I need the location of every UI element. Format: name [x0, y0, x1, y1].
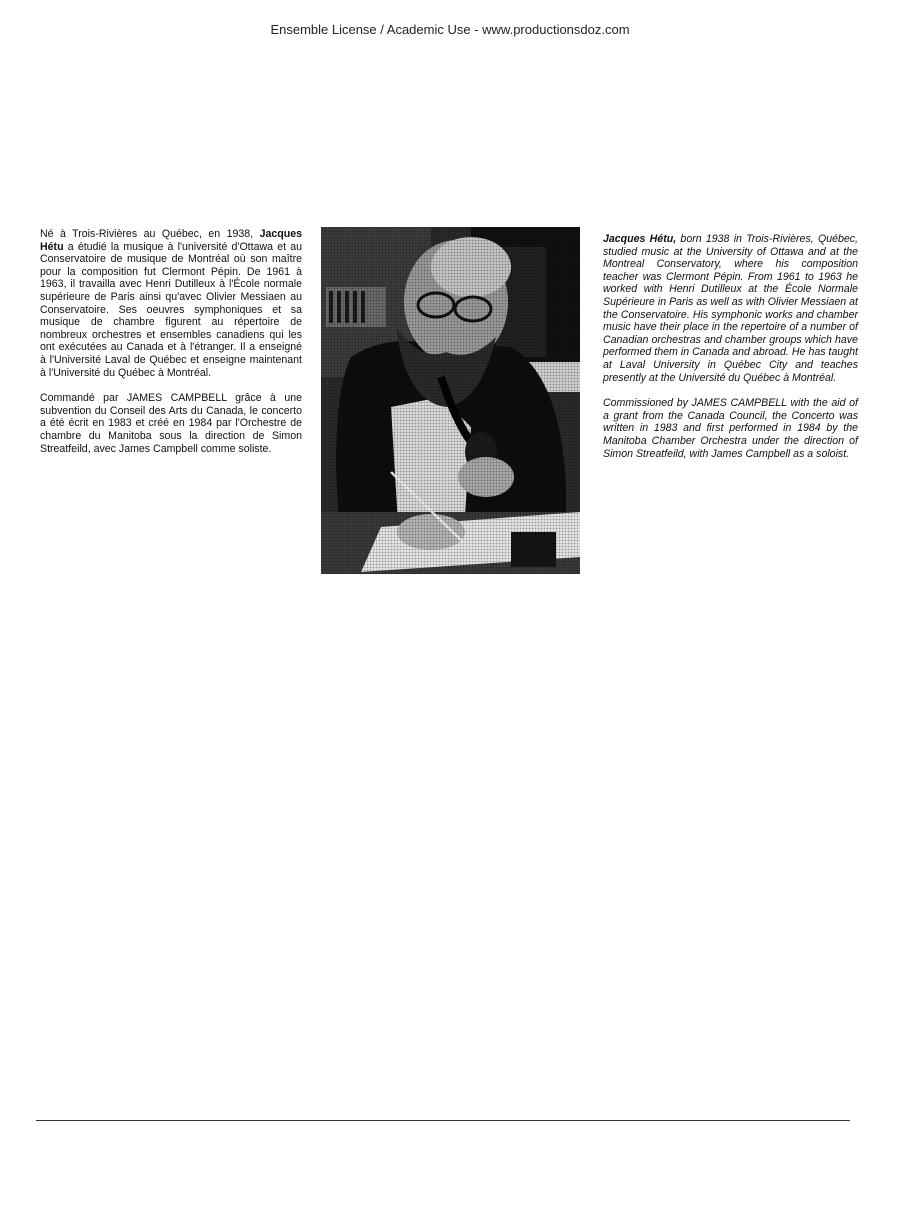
bottom-divider: [36, 1120, 850, 1121]
english-bio-name: Jacques Hétu,: [603, 233, 677, 245]
french-bio-intro: Né à Trois-Rivières au Québec, en 1938,: [40, 228, 254, 240]
french-commission: Commandé par JAMES CAMPBELL grâce à une subvention du Conseil des Arts du Canada, le concerto a été écrit en 1983 et créé en 1984 par l'Orchestre de chambre du Manitoba sous la direction de Simon Streatfeild, avec James Campbell comme soliste.: [40, 392, 302, 455]
french-column: [40, 228, 302, 468]
french-bio-name: Jacques Hétu: [40, 228, 302, 253]
composer-portrait-photo: [321, 227, 580, 574]
french-bio-text: a étudié la musique à l'université d'Ottawa et au Conservatoire de musique de Montréal où son maître pour la composition fut Clermont Pépin. De 1961 à 1963, il travailla avec Henri Dutilleux à l'École normale supérieure de Paris ainsi qu'avec Olivier Messiaen au Conservatoire. Ses oeuvres symphoniques et sa musique de chambre figurent au répertoire de nombreux orchestres et ensembles canadiens qui les ont exécutées au Canada et à l'étranger. Il a enseigné à l'Université Laval de Québec et enseigne maintenant à l'Université du Québec à Montréal.: [40, 240, 302, 379]
english-column: [603, 233, 858, 473]
english-commission: Commissioned by JAMES CAMPBELL with the aid of a grant from the Canada Council, the Concerto was written in 1983 and first performed in 1984 by the Manitoba Chamber Orchestra under the direction of Simon Streatfeild, with James Campbell as a soloist.: [603, 397, 858, 460]
english-bio-text: born 1938 in Trois-Rivières, Québec, studied music at the University of Ottawa and at the Montreal Conservatory, where his composition teacher was Clermont Pépin. From 1961 to 1963 he worked with Henri Dutilleux at the École Normale Supérieure in Paris as well as with Olivier Messiaen at the Conservatoire. His symphonic works and chamber music have their place in the repertoire of a number of Canadian orchestras and chamber groups which have performed them in Canada and abroad. He has taught at Laval University in Québec City and teaches presently at the Université du Québec à Montréal.: [603, 233, 858, 384]
french-bio: [40, 228, 302, 379]
license-header: Ensemble License / Academic Use - www.productionsdoz.com: [270, 22, 630, 37]
english-bio: [603, 233, 858, 384]
